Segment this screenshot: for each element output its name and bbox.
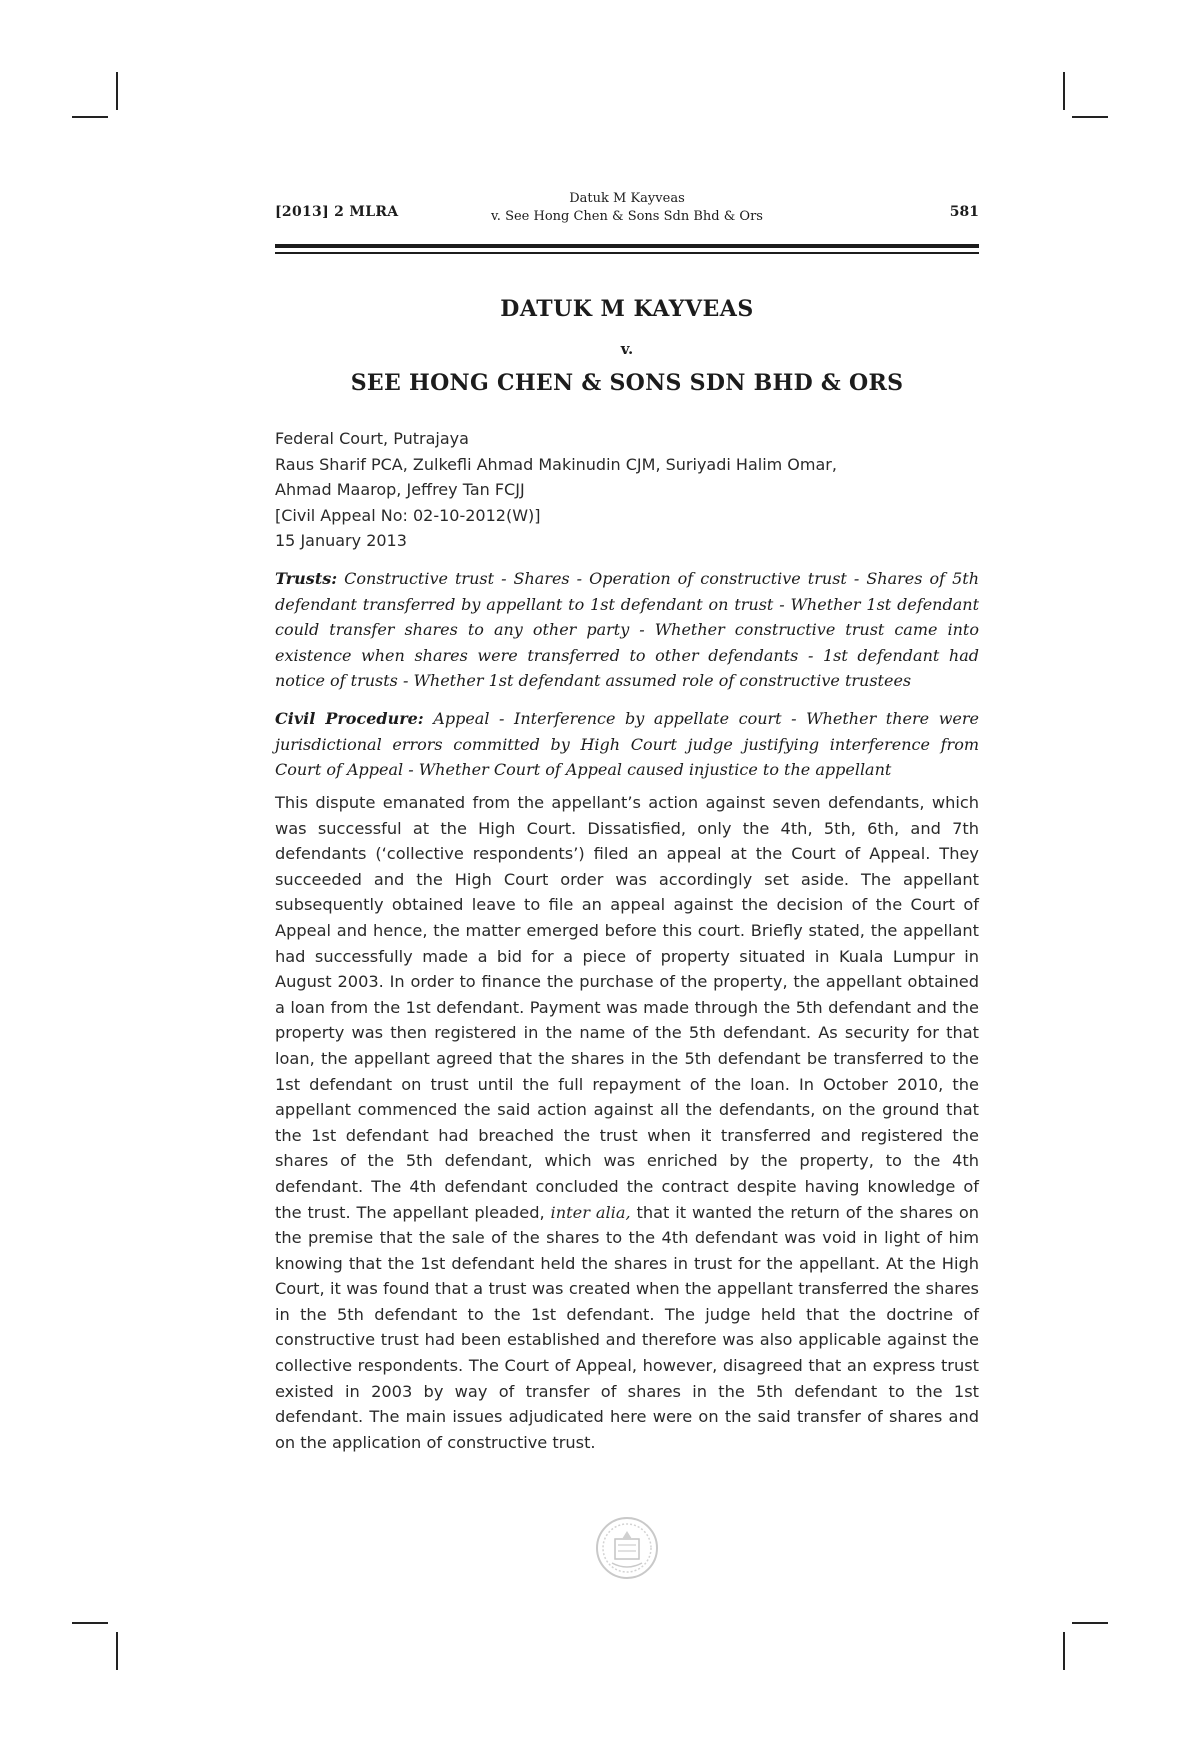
decision-date: 15 January 2013 (275, 531, 407, 550)
running-case-line2: v. See Hong Chen & Sons Sdn Bhd & Ors (491, 209, 763, 224)
coram-line1: Raus Sharif PCA, Zulkefli Ahmad Makinudin CJM, Suriyadi Halim Omar, (275, 454, 837, 474)
court-name: Federal Court, Putrajaya (275, 429, 469, 448)
crop-mark-bottom-right-v (1063, 1632, 1065, 1670)
catchword-heading: Civil Procedure: (275, 709, 424, 728)
running-case-name (375, 190, 879, 226)
catchword-trusts (275, 566, 979, 694)
summary-italic-term: inter alia, (550, 1202, 631, 1222)
crop-mark-top-right-v (1063, 72, 1065, 110)
running-case-line1: Datuk M Kayveas (569, 191, 685, 206)
case-title-versus: v. (620, 340, 634, 358)
catchword-civil-procedure (275, 706, 979, 783)
crop-mark-bottom-left-v (116, 1632, 118, 1670)
court-metadata (275, 426, 979, 554)
crop-mark-bottom-right-h (1072, 1622, 1108, 1624)
crop-mark-top-left-h (72, 116, 108, 118)
header-rule-thick (275, 244, 979, 248)
court-seal-icon (594, 1515, 660, 1581)
running-header (275, 190, 979, 226)
summary-text-part1: This dispute emanated from the appellant’s action against seven defendants, which was successful at the High Court. Dissatisfied, only the 4th, 5th, 6th, and 7th defendants (‘collective respondents’) filed an appeal at the Court of Appeal. They succeeded and the High Court order was accordingly set aside. The appellant subsequently obtained leave to file an appeal against the decision of the Court of Appeal and hence, the matter emerged before this court. Briefly stated, the appellant had successfully made a bid for a piece of property situated in Kuala Lumpur in August 2003. In order to finance the purchase of the property, the appellant obtained a loan from the 1st defendant. Payment was made through the 5th defendant and the property was then registered in the name of the 5th defendant. As security for that loan, the appellant agreed that the shares in the 5th defendant be transferred to the 1st defendant on trust until the full repayment of the loan. In October 2010, the appellant commenced the said action against all the defendants, on the ground that the 1st defendant had breached the trust when it transferred and registered the shares of the 5th defendant, which was enriched by the property, to the 4th defendant. The 4th defendant concluded the contract despite having knowledge of the trust. The appellant pleaded, (275, 793, 979, 1222)
coram-line2: Ahmad Maarop, Jeffrey Tan FCJJ (275, 480, 525, 499)
case-title-respondent: SEE HONG CHEN & SONS SDN BHD & ORS (350, 370, 904, 396)
headnote-summary (275, 790, 979, 1455)
case-number: [Civil Appeal No: 02-10-2012(W)] (275, 505, 541, 525)
summary-text-part2: that it wanted the return of the shares on the premise that the sale of the shares to the 4th defendant was void in light of him knowing that the 1st defendant held the shares in trust for the appellant. At the High Court, it was found that a trust was created when the appellant transferred the shares in the 5th defendant to the 1st defendant. The judge held that the doctrine of constructive trust had been established and therefore was also applicable against the collective respondents. The Court of Appeal, however, disagreed that an express trust existed in 2003 by way of transfer of shares in the 5th defendant to the 1st defendant. The main issues adjudicated here were on the said transfer of shares and on the application of constructive trust. (275, 1202, 979, 1452)
catchword-text: Constructive trust - Shares - Operation of constructive trust - Shares of 5th defendant transferred by appellant to 1st defendant on trust - Whether 1st defendant could transfer shares to any other party - Whether constructive trust came into existence when shares were transferred to other defendants - 1st defendant had notice of trusts - Whether 1st defendant assumed role of constructive trustees (275, 569, 979, 690)
crop-mark-top-right-h (1072, 116, 1108, 118)
catchword-heading: Trusts: (275, 569, 338, 588)
case-title-appellant: DATUK M KAYVEAS (500, 296, 754, 322)
crop-mark-bottom-left-h (72, 1622, 108, 1624)
page-number: 581 (949, 204, 979, 220)
catchword-text: Appeal - Interference by appellate court - Whether there were jurisdictional errors committed by High Court judge justifying interference from Court of Appeal - Whether Court of Appeal caused injustice to the appellant (275, 709, 979, 779)
crop-mark-top-left-v (116, 72, 118, 110)
report-citation: [2013] 2 MLRA (275, 204, 399, 220)
header-rule-thin (275, 252, 979, 254)
